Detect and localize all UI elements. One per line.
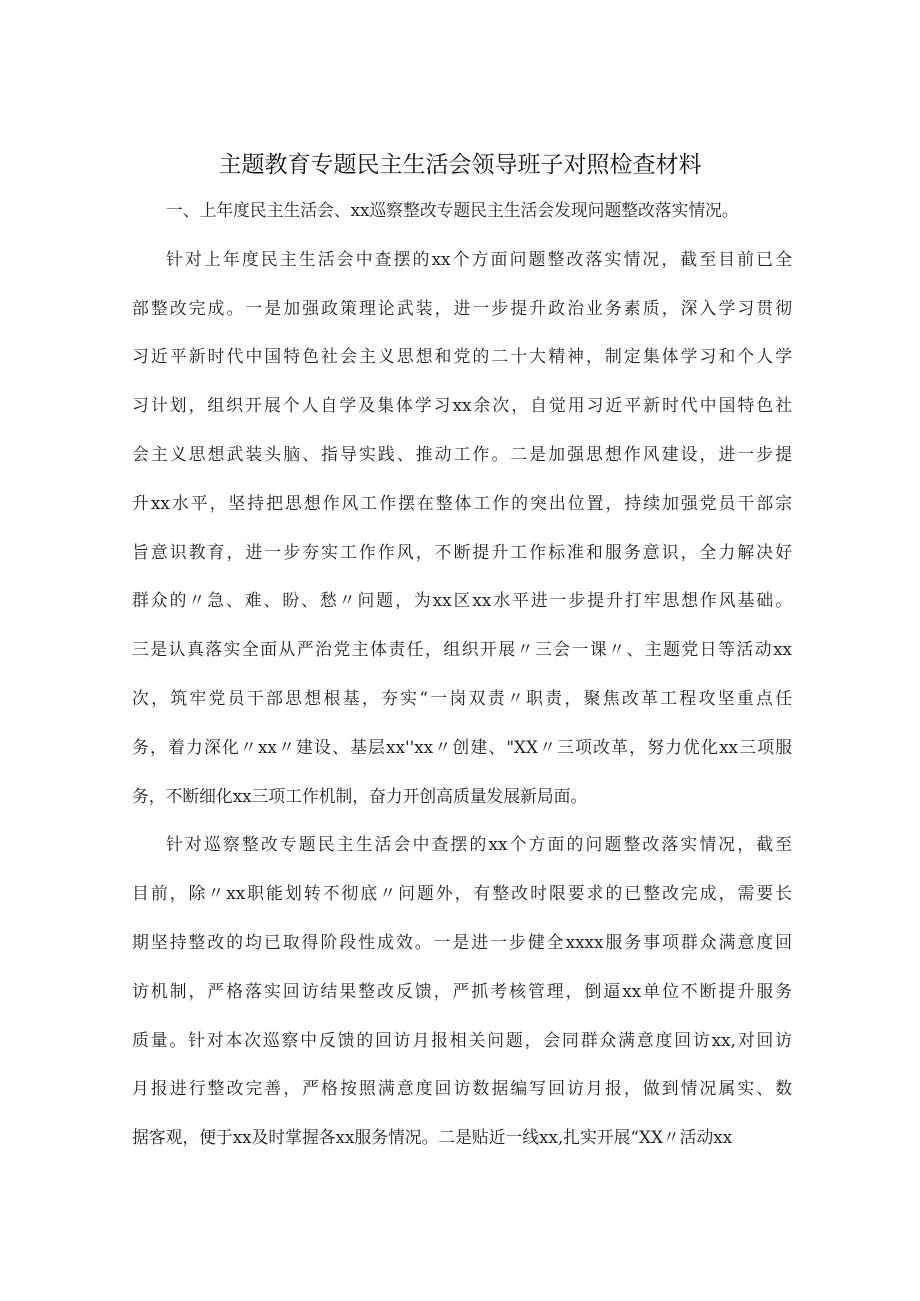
text-line: 务，着力深化〃xx〃建设、基层xx''xx〃创建、"XX〃三项改革，努力优化xx三项服 xyxy=(132,736,792,757)
text-line: 月报进行整改完善，严格按照满意度回访数据编写回访月报，做到情况属实、数 xyxy=(132,1078,792,1099)
text-line: 三是认真落实全面从严治党主体责任，组织开展〃三会一课〃、主题党日等活动xx xyxy=(132,639,792,660)
text-line: 部整改完成。一是加强政策理论武装，进一步提升政治业务素质，深入学习贯彻 xyxy=(132,297,792,318)
text-line: 习计划，组织开展个人自学及集体学习xx余次，自觉用习近平新时代中国特色社 xyxy=(132,395,792,416)
text-line: 期坚持整改的均已取得阶段性成效。一是进一步健全xxxx服务事项群众满意度回 xyxy=(132,931,792,952)
text-line: 升xx水平，坚持把思想作风工作摆在整体工作的突出位置，持续加强党员干部宗 xyxy=(132,492,792,513)
text-line: 访机制，严格落实回访结果整改反馈，严抓考核管理，倒逼xx单位不断提升服务 xyxy=(132,980,792,1001)
text-line: 质量。针对本次巡察中反馈的回访月报相关问题，会同群众满意度回访xx,对回访 xyxy=(132,1029,792,1050)
section-heading xyxy=(132,186,792,235)
text-line: 据客观，便于xx及时掌握各xx服务情况。二是贴近一线xx,扎实开展“XX〃活动xx xyxy=(132,1127,733,1148)
text-line: 针对巡察整改专题民主生活会中查摆的xx个方面的问题整改落实情况，截至 xyxy=(166,834,792,855)
text-line: 会主义思想武装头脑、指导实践、推动工作。二是加强思想作风建设，进一步提 xyxy=(132,443,792,464)
text-line: 旨意识教育，进一步夯实工作作风，不断提升工作标准和服务意识，全力解决好 xyxy=(132,541,792,562)
text-line: 群众的〃急、难、盼、愁〃问题，为xx区xx水平进一步提升打牢思想作风基础。 xyxy=(132,590,792,611)
paragraph xyxy=(132,235,792,821)
text-line: 目前，除〃xx职能划转不彻底〃问题外，有整改时限要求的已整改完成，需要长 xyxy=(132,883,792,904)
text-line: 务，不断细化xx三项工作机制，奋力开创高质量发展新局面。 xyxy=(132,785,588,806)
text-line: 次，筑牢党员干部思想根基，夯实“一岗双责〃职责，聚焦改革工程攻坚重点任 xyxy=(132,687,792,708)
document-body xyxy=(132,186,792,1162)
text-line: 习近平新时代中国特色社会主义思想和党的二十大精神，制定集体学习和个人学 xyxy=(132,346,792,367)
text-line: 一、上年度民主生活会、xx巡察整改专题民主生活会发现问题整改落实情况。 xyxy=(166,200,739,220)
text-line: 针对上年度民主生活会中查摆的xx个方面问题整改落实情况，截至目前已全 xyxy=(166,248,792,269)
paragraph xyxy=(132,820,792,1162)
document-title: 主题教育专题民主生活会领导班子对照检查材料 xyxy=(218,152,702,178)
